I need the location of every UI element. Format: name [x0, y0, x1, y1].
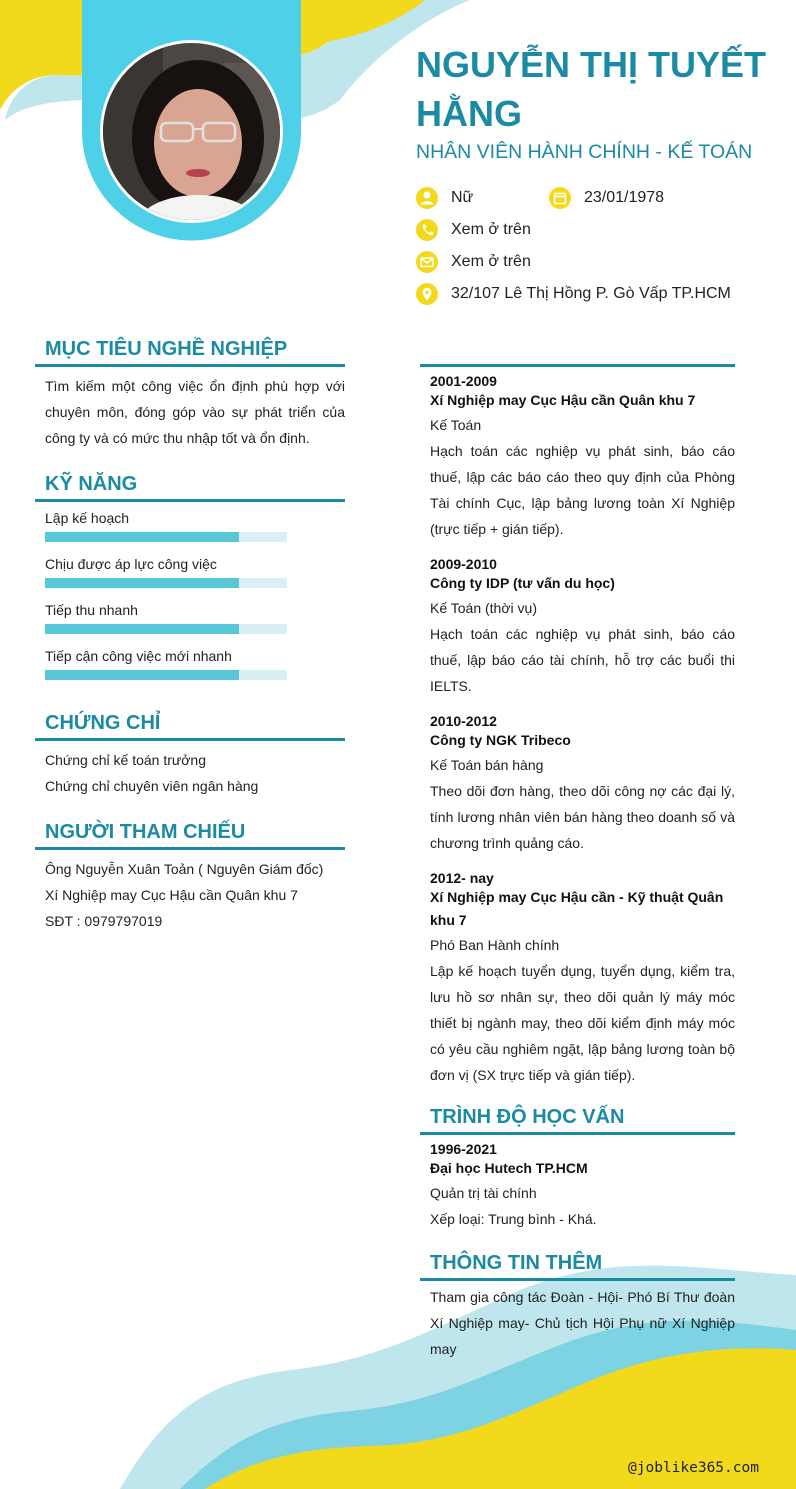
experience-role: Kế Toán bán hàng [430, 757, 544, 773]
references-heading: NGƯỜI THAM CHIẾU [35, 821, 345, 850]
experience-role: Kế Toán (thời vụ) [430, 600, 537, 616]
skill-label: Chịu được áp lực công việc [45, 556, 217, 572]
phone-value: Xem ở trên [451, 221, 531, 238]
experience-period: 2010-2012 [430, 713, 497, 729]
reference-line: Ông Nguyễn Xuân Toản ( Nguyên Giám đốc) [45, 861, 324, 877]
certificate-item: Chứng chỉ kế toán trưởng [45, 752, 207, 768]
additional-heading: THÔNG TIN THÊM [420, 1252, 735, 1281]
objective-heading: MỤC TIÊU NGHỀ NGHIỆP [35, 338, 345, 367]
experience-role: Kế Toán [430, 417, 482, 433]
experience-company: Công ty IDP (tư vấn du học) [430, 575, 615, 591]
experience-company: Xí Nghiệp may Cục Hậu cần - Kỹ thuật Quân khu 7 [430, 889, 724, 928]
references-list [35, 850, 345, 934]
certificate-item: Chứng chỉ chuyên viên ngân hàng [45, 778, 259, 794]
birthday-row [549, 186, 664, 210]
gender-value: Nữ [451, 189, 474, 206]
education-period: 1996-2021 [430, 1141, 497, 1157]
skill-bar-fill [45, 532, 239, 542]
education-section [420, 1135, 735, 1232]
experience-period: 2001-2009 [430, 373, 497, 389]
skill-label: Tiếp thu nhanh [45, 602, 138, 618]
left-column [35, 338, 345, 934]
skill-item [45, 556, 345, 602]
experience-desc: Hạch toán các nghiệp vụ phát sinh, báo cáo thuế, lập báo cáo tài chính, hỗ trợ các buổi thi IELTS. [430, 626, 735, 694]
skill-bar [45, 532, 287, 542]
profile-photo-frame [82, 0, 301, 241]
skill-bar [45, 670, 287, 680]
experience-item [430, 556, 735, 699]
email-row [416, 250, 531, 274]
reference-line: SĐT : 0979797019 [45, 913, 163, 929]
skill-item [45, 648, 345, 694]
education-school: Đại học Hutech TP.HCM [430, 1160, 588, 1176]
calendar-icon [549, 187, 571, 209]
skill-bar [45, 624, 287, 634]
birthday-value: 23/01/1978 [584, 189, 665, 206]
phone-icon [416, 219, 438, 241]
experience-role: Phó Ban Hành chính [430, 937, 560, 953]
phone-row [416, 218, 531, 242]
address-value: 32/107 Lê Thị Hồng P. Gò Vấp TP.HCM [451, 285, 731, 302]
skill-item [45, 510, 345, 556]
skill-bar [45, 578, 287, 588]
skills-heading: KỸ NĂNG [35, 473, 345, 502]
objective-text: Tìm kiếm một công việc ổn định phù hợp với chuyên môn, đóng góp vào sự phát triển của công ty và có mức thu nhập tốt và ổn định. [45, 378, 345, 446]
education-major: Quản trị tài chính [430, 1185, 537, 1201]
skill-label: Lập kế hoạch [45, 510, 130, 526]
experience-period: 2012- nay [430, 870, 494, 886]
experience-desc: Lập kế hoạch tuyển dụng, tuyển dụng, kiểm tra, lưu hồ sơ nhân sự, theo dõi quản lý máy móc thiết bị ngành may, theo dõi kiểm định máy móc có yêu cầu nghiêm ngặt, lập bảng lương toàn bộ đơn vị (SX trực tiếp và gián tiếp). [430, 963, 735, 1083]
location-icon [416, 283, 438, 305]
candidate-name: NGUYỄN THỊ TUYẾT HẰNG [416, 44, 767, 134]
certificates-list [35, 741, 345, 799]
experience-item [430, 713, 735, 856]
education-grade: Xếp loại: Trung bình - Khá. [430, 1211, 597, 1227]
avatar [100, 40, 283, 223]
certificates-heading: CHỨNG CHỈ [35, 712, 345, 741]
address-row [416, 282, 731, 306]
education-heading: TRÌNH ĐỘ HỌC VẤN [420, 1106, 735, 1135]
skill-item [45, 602, 345, 648]
experience-company: Xí Nghiệp may Cục Hậu cần Quân khu 7 [430, 392, 696, 408]
person-icon [416, 187, 438, 209]
skill-bar-fill [45, 670, 239, 680]
right-column [420, 364, 735, 1362]
gender-row [416, 186, 473, 210]
skill-label: Tiếp cận công việc mới nhanh [45, 648, 232, 664]
experience-desc: Theo dõi đơn hàng, theo dõi công nợ các đại lý, tính lương nhân viên bán hàng theo doanh số và chương trình quảng cáo. [430, 783, 735, 851]
email-value: Xem ở trên [451, 253, 531, 270]
experience-company: Công ty NGK Tribeco [430, 732, 571, 748]
watermark: @joblike365.com [628, 1460, 759, 1476]
experience-item [430, 870, 735, 1088]
skill-bar-fill [45, 578, 239, 588]
mail-icon [416, 251, 438, 273]
skill-bar-fill [45, 624, 239, 634]
experience-item [430, 373, 735, 542]
reference-line: Xí Nghiệp may Cục Hậu cần Quân khu 7 [45, 887, 298, 903]
skills-list [35, 502, 345, 694]
experience-desc: Hạch toán các nghiệp vụ phát sinh, báo cáo thuế, lập các báo cáo theo quy định của Phòng Tài chính Cục, lập bảng lương toàn Xí Nghiệp (trực tiếp + gián tiếp). [430, 443, 735, 537]
experience-section [420, 367, 735, 1088]
additional-text: Tham gia công tác Đoàn - Hội- Phó Bí Thư đoàn Xí Nghiệp may- Chủ tịch Hội Phụ nữ Xí Nghiệp may [430, 1289, 735, 1357]
experience-period: 2009-2010 [430, 556, 497, 572]
job-title: NHÂN VIÊN HÀNH CHÍNH - KẾ TOÁN [416, 141, 753, 163]
